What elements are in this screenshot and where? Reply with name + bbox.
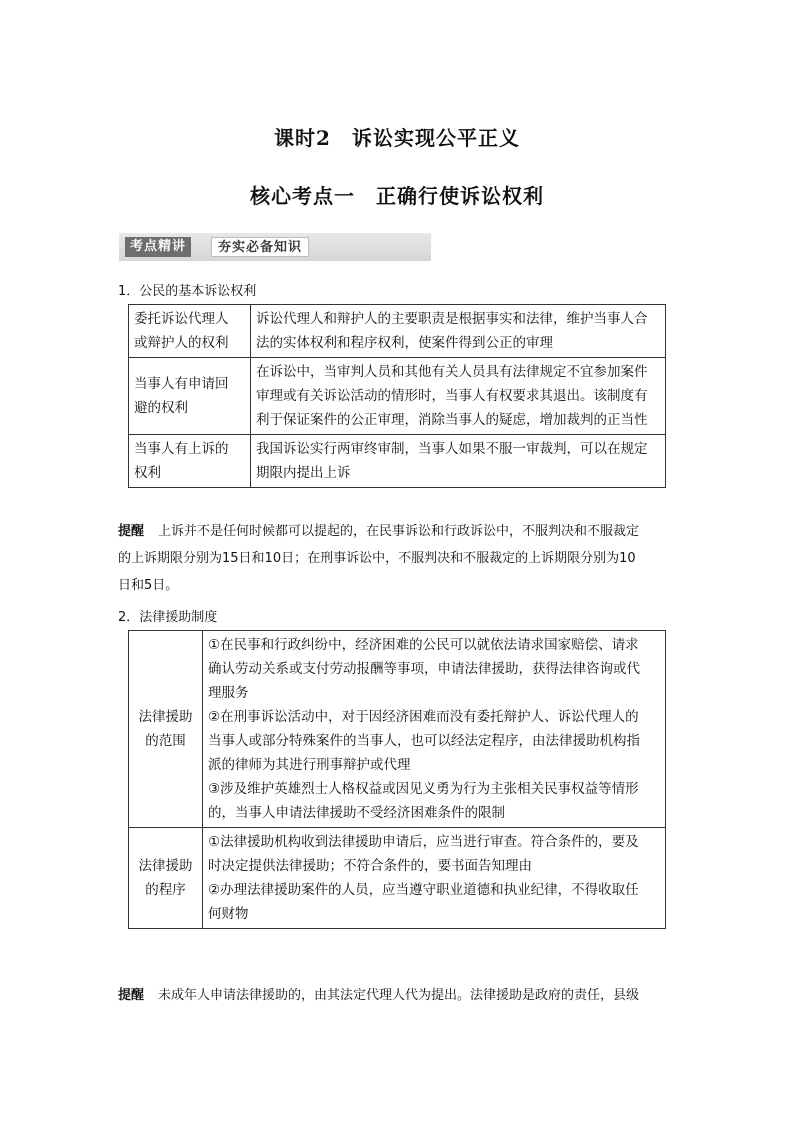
table-row xyxy=(129,631,666,828)
section1-heading: 1．公民的基本诉讼权利 xyxy=(118,284,257,299)
core-point-title: 核心考点一 正确行使诉讼权利 xyxy=(250,184,544,208)
table-row xyxy=(129,435,666,488)
tip-label: 提醒 xyxy=(118,524,145,539)
tip-label: 提醒 xyxy=(118,988,145,1003)
section-banner xyxy=(119,233,431,261)
row-label: 法律援助 的范围 xyxy=(129,631,203,828)
tip-paragraph-2: 提醒 未成年人申请法律援助的，由其法定代理人代为提出。法律援助是政府的责任，县级 xyxy=(118,988,640,1003)
banner-tag: 考点精讲 xyxy=(125,237,191,257)
tip-paragraph-1: 提醒 上诉并不是任何时候都可以提起的，在民事诉讼和行政诉讼中，不服判决和不服裁定 的上诉期限分别为15日和10日；在刑事诉讼中，不服判决和不服裁定的上诉期限分别为10 日和5日。 xyxy=(118,524,640,593)
rights-table xyxy=(128,304,666,488)
row-content: 在诉讼中，当审判人员和其他有关人员具有法律规定不宜参加案件 审理或有关诉讼活动的情形时，当事人有权要求其退出。该制度有 利于保证案件的公正审理，消除当事人的疑虑，增加裁判的正当性 xyxy=(251,358,666,435)
row-label: 委托诉讼代理人 或辩护人的权利 xyxy=(129,305,251,358)
table-row xyxy=(129,358,666,435)
row-content: ①法律援助机构收到法律援助申请后，应当进行审查。符合条件的，要及 时决定提供法律援助；不符合条件的，要书面告知理由 ②办理法律援助案件的人员，应当遵守职业道德和执业纪律，不得收取任 何财物 xyxy=(203,828,666,929)
row-label: 当事人有申请回 避的权利 xyxy=(129,358,251,435)
row-content: 诉讼代理人和辩护人的主要职责是根据事实和法律，维护当事人合 法的实体权利和程序权利，使案件得到公正的审理 xyxy=(251,305,666,358)
row-label: 当事人有上诉的 权利 xyxy=(129,435,251,488)
banner-subtitle: 夯实必备知识 xyxy=(211,237,309,257)
row-label: 法律援助 的程序 xyxy=(129,828,203,929)
row-content: ①在民事和行政纠纷中，经济困难的公民可以就依法请求国家赔偿、请求 确认劳动关系或支付劳动报酬等事项，申请法律援助，获得法律咨询或代 理服务 ②在刑事诉讼活动中，对于因经济困难而没有委托辩护人、诉讼代理人的 当事人或部分特殊案件的当事人，也可以经法定程序，由法律援助机构指 派的律师为其进行刑事辩护或代理 ③涉及维护英雄烈士人格权益或因见义勇为行为主张相关民事权益等情形 的，当事人申请法律援助不受经济困难条件的限制 xyxy=(203,631,666,828)
row-content: 我国诉讼实行两审终审制，当事人如果不服一审裁判，可以在规定 期限内提出上诉 xyxy=(251,435,666,488)
section2-heading: 2．法律援助制度 xyxy=(118,610,218,625)
table-row xyxy=(129,828,666,929)
table-row xyxy=(129,305,666,358)
lesson-title: 课时2 诉讼实现公平正义 xyxy=(274,126,520,150)
legal-aid-table xyxy=(128,630,666,929)
